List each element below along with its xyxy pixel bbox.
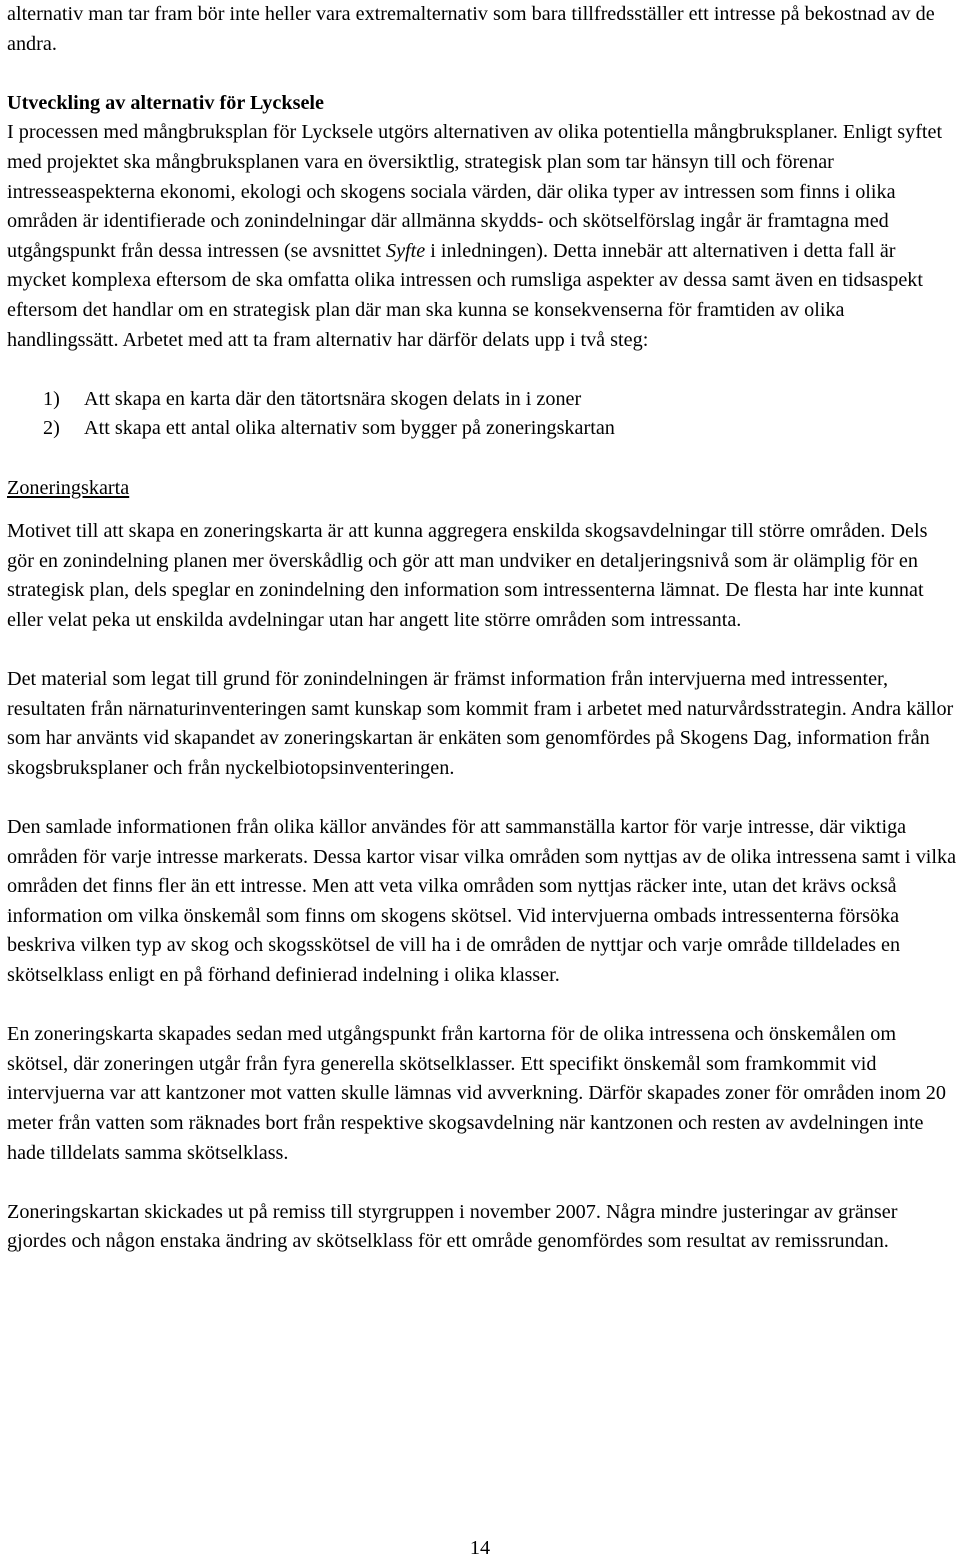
list-item-number: 1) — [43, 387, 60, 410]
paragraph-motive: Motivet till att skapa en zoneringskarta är att kunna aggregera enskilda skogsavdelningar till större områden. Dels gör en zonindelning planen mer överskådlig och gör att man undviker en detaljeringsnivå som är olämplig för en strategisk plan, dels speglar en zonindelning den information som intressenterna lämnat. De flesta har inte kunnat eller velat peka ut enskilda avdelningar utan har angett lite större områden som intressanta. — [7, 520, 928, 631]
paragraph-material: Det material som legat till grund för zonindelningen är främst information från intervjuerna med intressenter, resultaten från närnaturinventeringen samt kunskap som kommit fram i arbetet med naturvårdsstrategin. Andra källor som har använts vid skapandet av zoneringskartan är enkäten som genomfördes på Skogens Dag, information från skogsbruksplaner och från nyckelbiotopsinventeringen. — [7, 668, 954, 779]
paragraph-referral: Zoneringskartan skickades ut på remiss till styrgruppen i november 2007. Några mindre justeringar av gränser gjordes och någon enstaka ändring av skötselklass för ett område genomfördes som resultat av remissrundan. — [7, 1200, 898, 1253]
paragraph-combined-information: Den samlade informationen från olika källor användes för att sammanställa kartor för varje intresse, där viktiga områden för varje intresse markerats. Dessa kartor visar vilka områden som nyttjas av de olika intressena samt i vilka områden det finns fler än ett intresse. Men att veta vilka områden som nyttjas räcker inte, utan det krävs också information om vilka önskemål som finns om skogens skötsel. Vid intervjuerna ombads intressenterna försöka beskriva vilken typ av skog och skogsskötsel de vill ha i de områden de nyttjar och varje område tilldelades en skötselklass enligt en på förhand definierad indelning i olika klasser. — [7, 816, 957, 986]
list-item-text: Att skapa en karta där den tätortsnära skogen delats in i zoner — [84, 387, 582, 410]
paragraph-zoning-map: En zoneringskarta skapades sedan med utgångspunkt från kartorna för de olika intressena och önskemålen om skötsel, där zoneringen utgår från fyra generella skötselklasser. Ett specifikt önskemål som framkommit vid intervjuerna var att kantzoner mot vatten skulle lämnas vid avverkning. Därför skapades zoner för områden inom 20 meter från vatten som räknades bort från respektive skogsavdelning när kantzonen och resten av avdelningen inte hade tilldelats samma skötselklass. — [7, 1023, 946, 1164]
list-item-number: 2) — [43, 417, 60, 440]
section-paragraph — [7, 118, 957, 355]
section-paragraph-text-2: i inledningen). Detta innebär att alternativen i detta fall är mycket komplexa eftersom de ska omfatta olika intressen och rumsliga aspekter av dessa samt även en tidsaspekt eftersom det handlar om en strategisk plan där man ska kunna se konsekvenserna för framtiden av olika handlingssätt. Arbetet med att ta fram alternativ har därför delats upp i två steg: — [7, 239, 924, 351]
document-page — [7, 0, 957, 1257]
steps-list — [7, 385, 957, 444]
intro-continuation-paragraph: alternativ man tar fram bör inte heller vara extremalternativ som bara tillfredsställer ett intresse på bekostnad av de andra. — [7, 3, 935, 55]
list-item — [7, 385, 957, 415]
section-paragraph-italic: Syfte — [386, 239, 426, 262]
subheading-zoneringskarta: Zoneringskarta — [7, 476, 130, 499]
page-number: 14 — [469, 1537, 491, 1559]
list-item — [7, 414, 957, 444]
section-paragraph-text-1: I processen med mångbruksplan för Lycksele utgörs alternativen av olika potentiella mångbruksplaner. Enligt syftet med projektet ska mångbruksplanen vara en översiktlig, strategisk plan som tar hänsyn till och förenar intresseaspekterna ekonomi, ekologi och skogens sociala värden, där olika typer av intressen som finns i olika områden är identifierade och zonindelningar där allmänna skydds- och skötselförslag ingår är framtagna med utgångspunkt från dessa intressen (se avsnittet — [7, 121, 943, 262]
list-item-text: Att skapa ett antal olika alternativ som bygger på zoneringskartan — [84, 417, 615, 440]
section-heading: Utveckling av alternativ för Lycksele — [7, 91, 324, 114]
